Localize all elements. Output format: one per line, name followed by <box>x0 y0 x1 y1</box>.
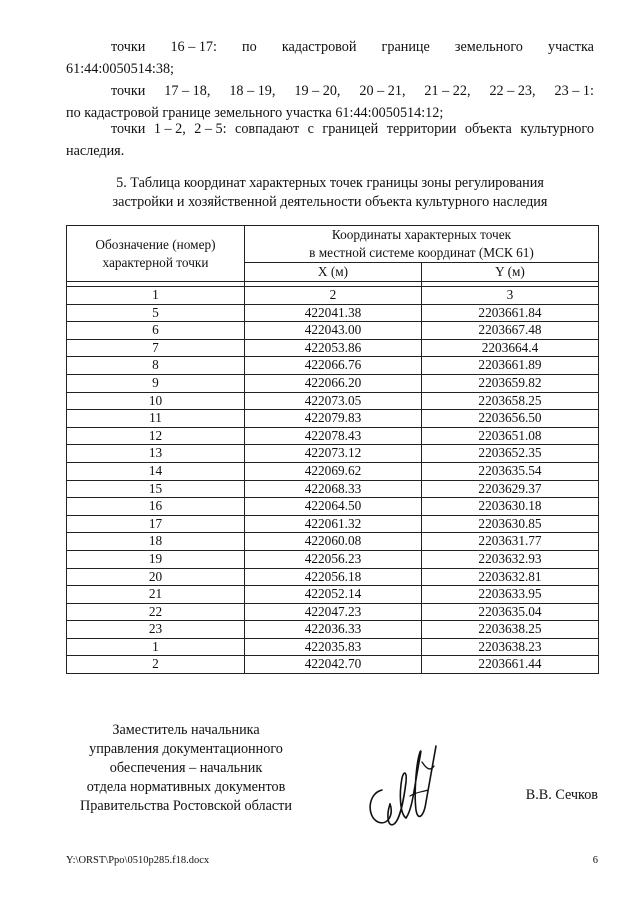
table-row <box>67 550 599 568</box>
table-cell: 422056.23 <box>245 550 422 568</box>
table-cell: 5 <box>67 304 245 322</box>
header-x: X (м) <box>245 263 422 282</box>
table-cell: 422052.14 <box>245 586 422 604</box>
table-cell: 422053.86 <box>245 339 422 357</box>
word: с <box>307 121 314 137</box>
table-row <box>67 621 599 639</box>
table-row <box>67 357 599 375</box>
table-cell: 2203656.50 <box>422 410 599 428</box>
table-cell: 2203632.81 <box>422 568 599 586</box>
word: точки <box>111 39 146 55</box>
table-cell: 2203661.44 <box>422 656 599 674</box>
word: 22 – 23, <box>489 83 536 99</box>
table-row <box>67 515 599 533</box>
word: точки <box>111 83 146 99</box>
table-cell: 6 <box>67 322 245 340</box>
word: 18 – 19, <box>229 83 276 99</box>
coordinates-table-body <box>67 287 599 674</box>
table-cell: 16 <box>67 498 245 516</box>
word: 2 – 5: <box>194 121 227 137</box>
table-cell: 2203629.37 <box>422 480 599 498</box>
signatory-title-line: отдела нормативных документов <box>86 779 286 795</box>
table-row <box>67 427 599 445</box>
table-cell: 2203658.25 <box>422 392 599 410</box>
table-cell: 8 <box>67 357 245 375</box>
header-line: Координаты характерных точек <box>331 227 512 242</box>
coordinates-table <box>66 225 599 674</box>
table-cell: 422078.43 <box>245 427 422 445</box>
word: точки <box>111 121 146 137</box>
caption-line: застройки и хозяйственной деятельности объекта культурного наследия <box>112 194 548 210</box>
word: территории <box>386 121 457 137</box>
header-point-designation <box>67 226 245 282</box>
table-cell: 422079.83 <box>245 410 422 428</box>
word: 20 – 21, <box>359 83 406 99</box>
word: кадастровой <box>281 39 357 55</box>
table-cell: 422035.83 <box>245 638 422 656</box>
handwritten-signature <box>360 738 440 830</box>
word: по <box>242 39 257 55</box>
table-cell: 19 <box>67 550 245 568</box>
table-cell: 17 <box>67 515 245 533</box>
table-cell: 1 <box>67 287 245 305</box>
justified-line <box>66 80 594 102</box>
table-cell: 422073.05 <box>245 392 422 410</box>
table-caption <box>66 174 594 212</box>
table-row <box>67 445 599 463</box>
table-cell: 1 <box>67 638 245 656</box>
table-cell: 2203630.85 <box>422 515 599 533</box>
table-cell: 2203664.4 <box>422 339 599 357</box>
table-cell: 422064.50 <box>245 498 422 516</box>
paragraph-line: 61:44:0050514:38; <box>66 61 174 77</box>
table-cell: 422066.20 <box>245 374 422 392</box>
table-row <box>67 603 599 621</box>
table-cell: 15 <box>67 480 245 498</box>
word: 17 – 18, <box>164 83 211 99</box>
signatory-title <box>66 721 306 816</box>
table-cell: 23 <box>67 621 245 639</box>
table-cell: 20 <box>67 568 245 586</box>
table-row <box>67 498 599 516</box>
table-cell: 2203661.89 <box>422 357 599 375</box>
table-cell: 18 <box>67 533 245 551</box>
signatory-title-line: Заместитель начальника <box>112 722 260 738</box>
signatory-title-line: обеспечения – начальник <box>109 760 263 776</box>
footer-page-number: 6 <box>592 855 598 866</box>
table-row <box>67 656 599 674</box>
table-row <box>67 304 599 322</box>
paragraph-line: наследия. <box>66 143 125 159</box>
table-cell: 422043.00 <box>245 322 422 340</box>
table-cell: 2203651.08 <box>422 427 599 445</box>
table-cell: 13 <box>67 445 245 463</box>
paragraph-points-1-5 <box>66 118 594 162</box>
table-row <box>67 322 599 340</box>
table-cell: 422060.08 <box>245 533 422 551</box>
table-cell: 2203631.77 <box>422 533 599 551</box>
word: объекта <box>464 121 512 137</box>
word: границей <box>322 121 379 137</box>
word: 21 – 22, <box>424 83 471 99</box>
table-cell: 422041.38 <box>245 304 422 322</box>
table-cell: 422036.33 <box>245 621 422 639</box>
table-cell: 3 <box>422 287 599 305</box>
header-line: в местной системе координат (МСК 61) <box>309 245 534 260</box>
header-line: характерной точки <box>102 254 209 270</box>
table-cell: 422066.76 <box>245 357 422 375</box>
table-cell: 2 <box>245 287 422 305</box>
header-coordinates <box>245 226 599 263</box>
table-cell: 21 <box>67 586 245 604</box>
table-cell: 2203652.35 <box>422 445 599 463</box>
footer-file-path: Y:\ORST\Ppo\0510p285.f18.docx <box>66 855 210 866</box>
table-cell: 22 <box>67 603 245 621</box>
table-cell: 2203667.48 <box>422 322 599 340</box>
table-row <box>67 480 599 498</box>
table-row <box>67 392 599 410</box>
table-cell: 2203635.04 <box>422 603 599 621</box>
table-cell: 2203635.54 <box>422 462 599 480</box>
table-cell: 2 <box>67 656 245 674</box>
table-cell: 422047.23 <box>245 603 422 621</box>
table-cell: 2203661.84 <box>422 304 599 322</box>
table-row <box>67 339 599 357</box>
table-cell: 422042.70 <box>245 656 422 674</box>
column-index-row <box>67 287 599 305</box>
header-line: Обозначение (номер) <box>95 236 216 252</box>
table-cell: 11 <box>67 410 245 428</box>
table-row <box>67 374 599 392</box>
caption-line: 5. Таблица координат характерных точек границы зоны регулирования <box>116 175 544 191</box>
table-cell: 2203633.95 <box>422 586 599 604</box>
table-cell: 9 <box>67 374 245 392</box>
word: 19 – 20, <box>294 83 341 99</box>
table-cell: 2203638.25 <box>422 621 599 639</box>
table-cell: 2203632.93 <box>422 550 599 568</box>
table-cell: 12 <box>67 427 245 445</box>
table-cell: 7 <box>67 339 245 357</box>
table-row <box>67 638 599 656</box>
word: 23 – 1: <box>554 83 594 99</box>
justified-line <box>66 36 594 58</box>
word: границе <box>381 39 430 55</box>
signatory-name: В.В. Сечков <box>525 787 598 803</box>
signatory-title-line: управления документационного <box>89 741 283 757</box>
table-cell: 422068.33 <box>245 480 422 498</box>
table-cell: 2203630.18 <box>422 498 599 516</box>
table-row <box>67 462 599 480</box>
word: культурного <box>520 121 594 137</box>
table-cell: 422056.18 <box>245 568 422 586</box>
table-row <box>67 410 599 428</box>
table-cell: 2203659.82 <box>422 374 599 392</box>
paragraph-points-16-17 <box>66 36 594 80</box>
paragraph-line: по кадастровой границе земельного участка 61:44:0050514:12; <box>66 105 444 121</box>
word: земельного <box>454 39 523 55</box>
table-cell: 422061.32 <box>245 515 422 533</box>
table-row <box>67 586 599 604</box>
signatory-title-line: Правительства Ростовской области <box>80 798 292 814</box>
table-cell: 2203638.23 <box>422 638 599 656</box>
table-cell: 422073.12 <box>245 445 422 463</box>
table-row <box>67 568 599 586</box>
word: совпадают <box>235 121 300 137</box>
table-row <box>67 533 599 551</box>
word: 16 – 17: <box>170 39 217 55</box>
table-cell: 422069.62 <box>245 462 422 480</box>
justified-line <box>66 118 594 140</box>
table-cell: 10 <box>67 392 245 410</box>
header-y: Y (м) <box>422 263 599 282</box>
table-cell: 14 <box>67 462 245 480</box>
word: 1 – 2, <box>153 121 186 137</box>
word: участка <box>547 39 594 55</box>
